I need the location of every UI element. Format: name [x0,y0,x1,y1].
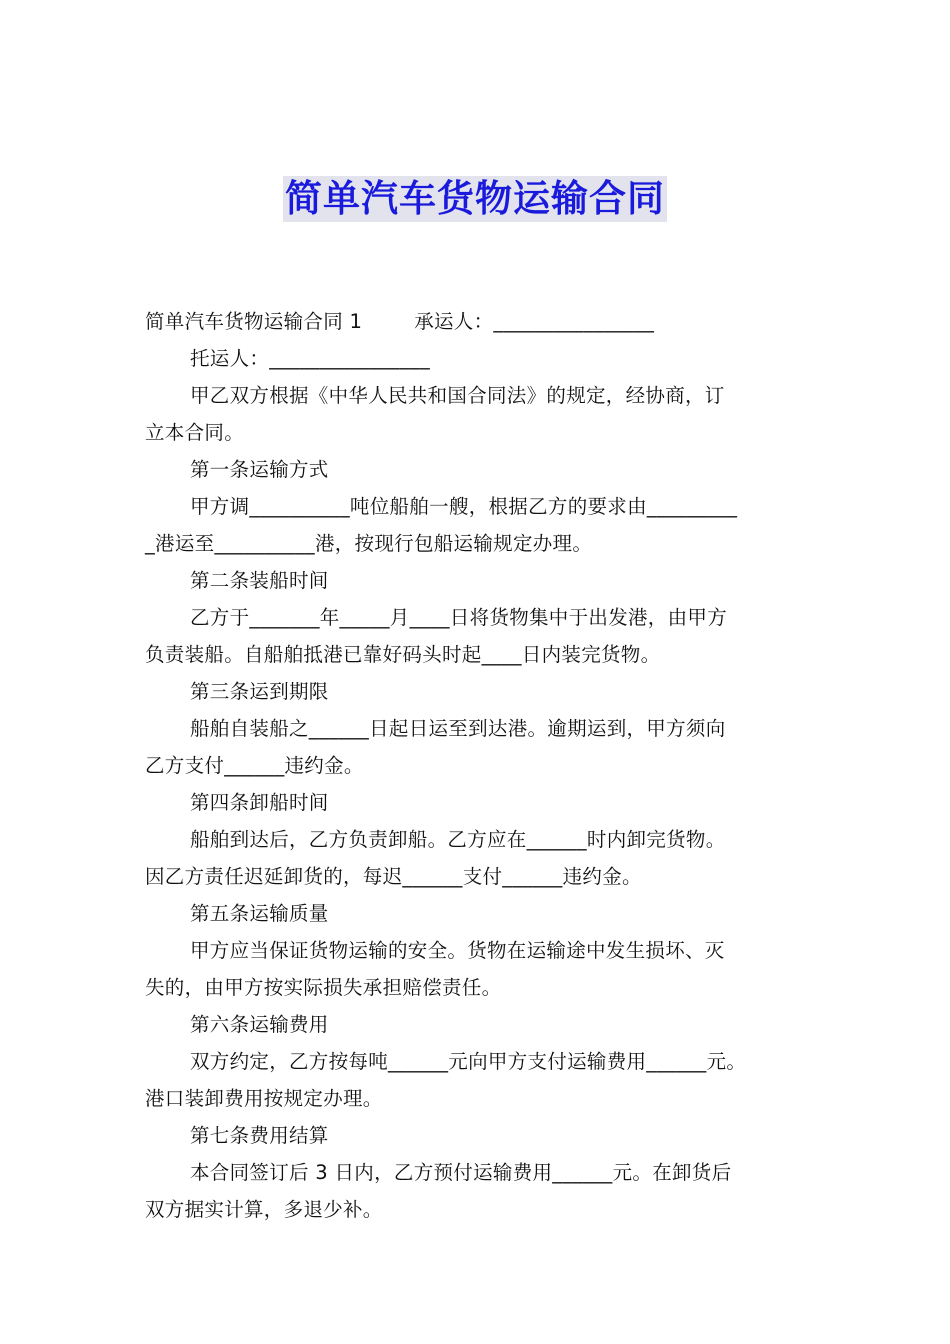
article-6-heading: 第六条运输费用 [190,1013,329,1036]
article-4-heading: 第四条卸船时间 [190,791,329,814]
article-4-text-1: 船舶到达后，乙方负责卸船。乙方应在______时内卸完货物。 [190,828,726,851]
article-3-text-2: 乙方支付______违约金。 [145,754,364,777]
article-2-heading: 第二条装船时间 [190,569,329,592]
article-5-heading: 第五条运输质量 [190,902,329,925]
article-1-text-2: _港运至__________港，按现行包船运输规定办理。 [145,532,593,555]
article-5-text-1: 甲方应当保证货物运输的安全。货物在运输途中发生损坏、灭 [190,939,725,962]
article-2-text-1: 乙方于_______年_____月____日将货物集中于出发港，由甲方 [190,606,727,629]
article-7-text-2: 双方据实计算，多退少补。 [145,1198,383,1221]
article-5-text-2: 失的，由甲方按实际损失承担赔偿责任。 [145,976,502,999]
document-title: 简单汽车货物运输合同 [285,177,665,220]
article-6-text-2: 港口装卸费用按规定办理。 [145,1087,383,1110]
document-body [145,303,825,1228]
article-3-heading: 第三条运到期限 [190,680,329,703]
line-preamble-1: 甲乙双方根据《中华人民共和国合同法》的规定，经协商，订 [190,384,725,407]
title-wrap [0,176,950,222]
line-preamble-2: 立本合同。 [145,421,245,444]
article-3-text-1: 船舶自装船之______日起日运至到达港。逾期运到，甲方须向 [190,717,726,740]
article-7-text-1: 本合同签订后 3 日内，乙方预付运输费用______元。在卸货后 [190,1161,732,1184]
article-2-text-2: 负责装船。自船舶抵港已靠好码头时起____日内装完货物。 [145,643,661,666]
article-1-heading: 第一条运输方式 [190,458,329,481]
article-7-heading: 第七条费用结算 [190,1124,329,1147]
article-4-text-2: 因乙方责任迟延卸货的，每迟______支付______违约金。 [145,865,642,888]
line-shipper: 托运人：________________ [190,347,430,370]
line-intro-carrier: 简单汽车货物运输合同 1 承运人：________________ [145,310,655,333]
article-6-text-1: 双方约定，乙方按每吨______元向甲方支付运输费用______元。 [190,1050,747,1073]
article-1-text-1: 甲方调__________吨位船舶一艘，根据乙方的要求由_________ [190,495,738,518]
